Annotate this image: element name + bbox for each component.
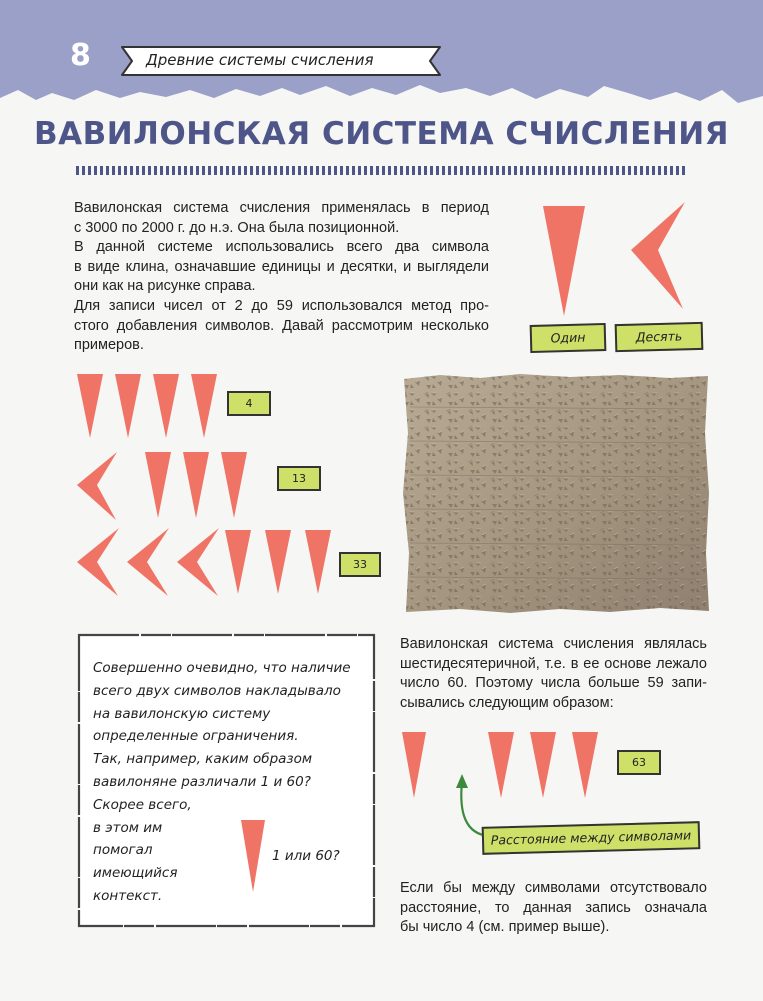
wedge-one — [115, 374, 141, 438]
end-line: Если бы между символами отсутствовало — [400, 880, 707, 896]
note-line: Скорее всего, — [93, 796, 192, 813]
note-line: Совершенно очевидно, что наличие — [93, 660, 351, 676]
wedge-one — [305, 530, 331, 594]
intro-line: с 3000 по 2000 г. до н.э. Она была позиционной. — [74, 219, 400, 236]
note-line: помогал — [93, 842, 153, 859]
right-line: число 60. Поэтому числа больше 59 запи- — [400, 675, 707, 692]
example-thirteen-wedges — [75, 450, 255, 522]
example-sixty-three-label: 63 — [617, 750, 661, 775]
wedge-one — [145, 452, 171, 518]
sexagesimal-paragraph — [400, 635, 707, 713]
intro-line: Для записи чисел от 2 до 59 использовался метод про- — [74, 297, 489, 314]
right-line: Вавилонская система счисления являлась — [400, 636, 707, 652]
wedge-ten — [127, 528, 169, 596]
intro-paragraph — [74, 199, 489, 356]
note-line: имеющийся — [93, 865, 178, 882]
note-text — [93, 657, 351, 908]
note-line: всего двух символов накладывало — [93, 682, 341, 699]
example-thirty-three-wedges — [75, 526, 337, 598]
wedge-one — [183, 452, 209, 518]
wedge-ten-symbol — [628, 200, 688, 312]
intro-line: В данной системе использовались всего два символа — [74, 239, 489, 256]
example-four-wedges — [75, 372, 225, 440]
note-line: определенные ограничения. — [93, 728, 299, 745]
wedge-one — [77, 374, 103, 438]
wedge-one — [530, 732, 556, 798]
intro-line: примеров. — [74, 337, 144, 354]
wedge-ten — [77, 452, 117, 520]
note-line: на вавилонскую систему — [93, 705, 271, 722]
example-thirteen-label: 13 — [277, 466, 321, 491]
chapter-title: Древние системы счисления — [146, 51, 374, 69]
wedge-one-symbol — [540, 203, 588, 319]
page-title: ВАВИЛОНСКАЯ СИСТЕМА СЧИСЛЕНИЯ — [33, 116, 730, 152]
wedge-one — [221, 452, 247, 518]
wedge-one — [191, 374, 217, 438]
right-line: шестидесятеричной, т.е. в ее основе лежало — [400, 655, 707, 672]
note-wedge-symbol — [239, 818, 267, 894]
intro-line: они как на рисунке справа. — [74, 278, 256, 295]
example-four-label: 4 — [227, 391, 271, 416]
conclusion-paragraph — [400, 879, 707, 938]
note-line: вавилоняне различали 1 и 60? — [93, 773, 311, 790]
note-line: контекст. — [93, 887, 163, 904]
wedge-one — [572, 732, 598, 798]
wedge-one — [265, 530, 291, 594]
end-line: расстояние, то данная запись означала — [400, 899, 707, 916]
label-one: Один — [530, 323, 607, 353]
cuneiform-tablet-image — [400, 373, 711, 614]
example-sixty-three-wedges — [400, 730, 610, 802]
intro-line: стого добавления символов. Давай рассмотрим несколько — [74, 317, 489, 334]
note-line: в этом им — [93, 819, 163, 836]
end-line: бы число 4 (см. пример выше). — [400, 919, 610, 936]
intro-line: в виде клина, означавшие единицы и десятки, и выглядели — [74, 258, 489, 275]
right-line: сывались следующим образом: — [400, 694, 614, 711]
intro-line: Вавилонская система счисления применялась в период — [74, 200, 489, 216]
label-ten: Десять — [615, 322, 704, 352]
note-line: Так, например, каким образом — [93, 751, 313, 768]
wedge-one — [225, 530, 251, 594]
wedge-one — [402, 732, 426, 798]
distance-label: Расстояние между символами — [482, 821, 701, 855]
title-divider — [76, 166, 686, 175]
wedge-one — [153, 374, 179, 438]
page-number: 8 — [70, 38, 91, 73]
wedge-ten — [177, 528, 219, 596]
wedge-ten — [77, 528, 119, 596]
note-question: 1 или 60? — [272, 848, 340, 864]
example-thirty-three-label: 33 — [339, 552, 381, 577]
